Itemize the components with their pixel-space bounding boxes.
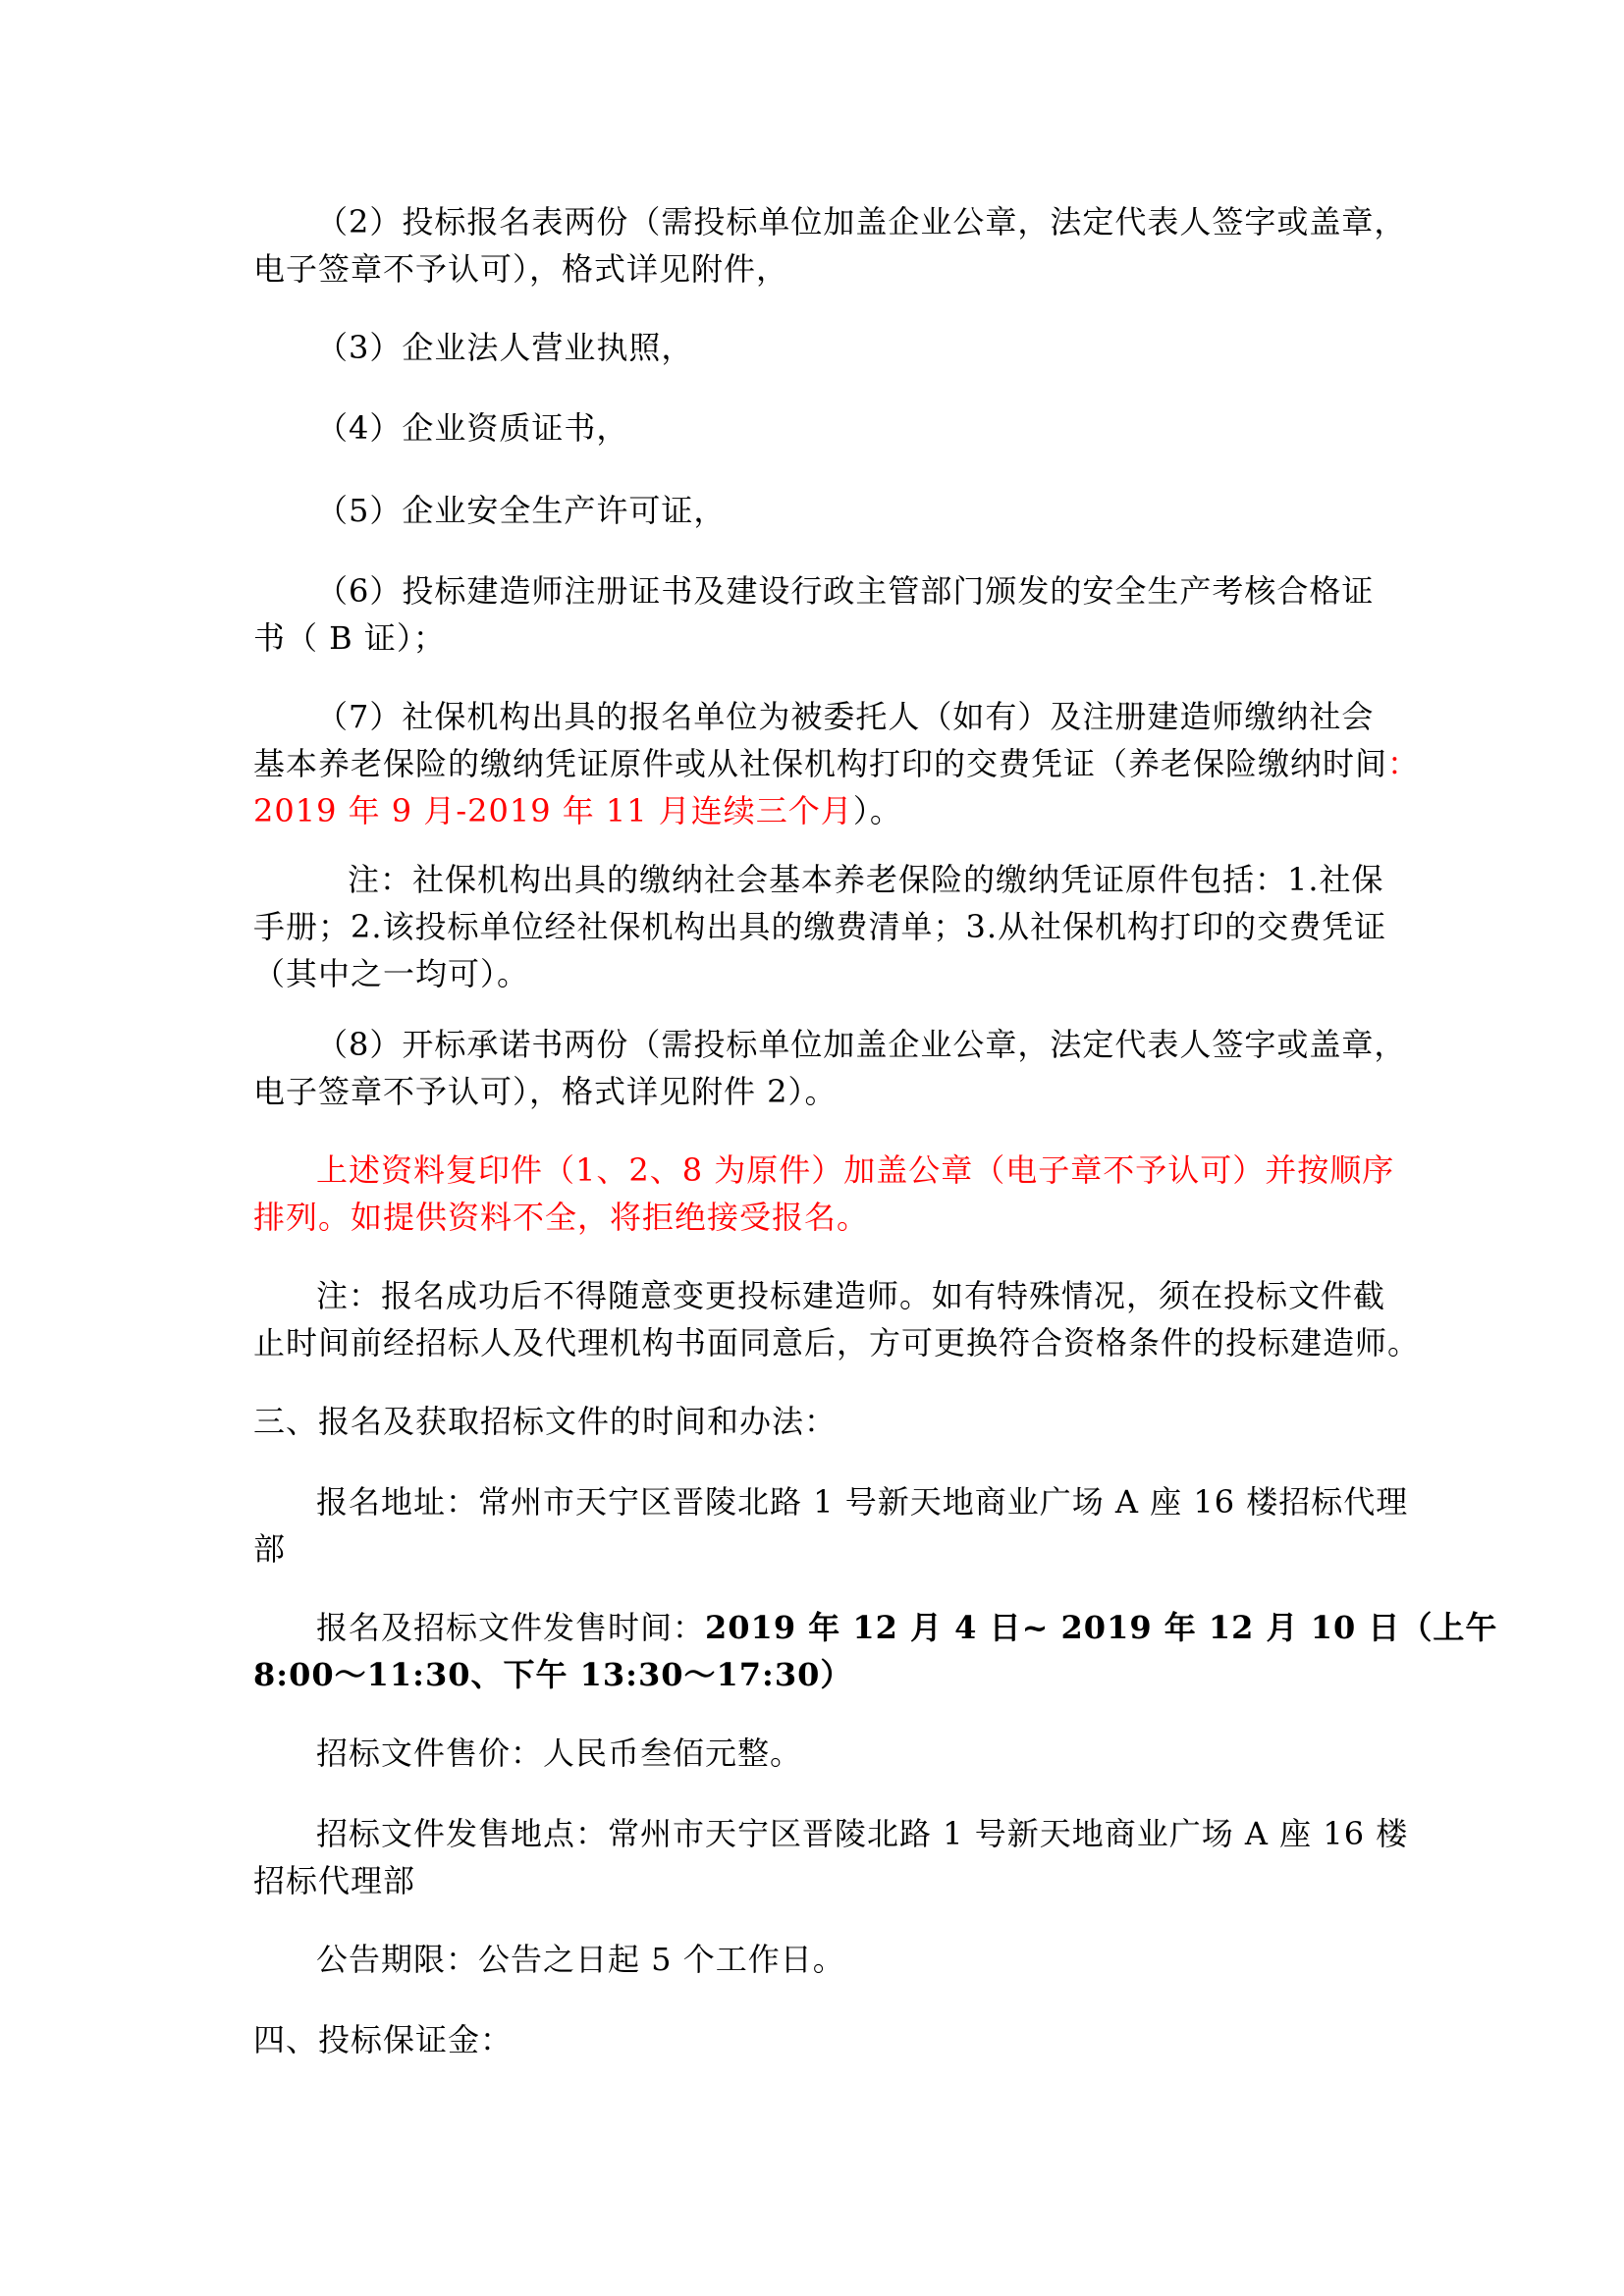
item-4-text: （4）企业资质证书，	[316, 409, 629, 447]
item-6-line-2: 书（ B 证）；	[253, 619, 446, 657]
item-8-line-1: （8）开标承诺书两份（需投标单位加盖企业公章，法定代表人签字或盖章，	[316, 1026, 1407, 1063]
item-2-line-1: （2）投标报名表两份（需投标单位加盖企业公章，法定代表人签字或盖章，	[316, 203, 1407, 240]
section-4-heading	[253, 2016, 1392, 2063]
address-line-2: 部	[253, 1530, 287, 1568]
red-notice-line-2: 排列。如提供资料不全，将拒绝接受报名。	[253, 1199, 870, 1236]
notice-period-text: 公告期限：公告之日起 5 个工作日。	[316, 1941, 845, 1978]
note-1-line-2: 手册；2.该投标单位经社保机构出具的缴费清单；3.从社保机构打印的交费凭证	[253, 908, 1387, 945]
note-1-line-3: （其中之一均可）。	[253, 955, 530, 992]
item-7-line-3	[253, 787, 1392, 834]
notice-period	[253, 1936, 1392, 1983]
address-line-1: 报名地址：常州市天宁区晋陵北路 1 号新天地商业广场 A 座 16 楼招标代理	[316, 1483, 1409, 1521]
item-7-line-2-red-colon: ：	[1387, 745, 1421, 782]
item-8-bid-opening-commitment	[253, 1021, 1407, 1115]
item-8-line-2: 电子签章不予认可），格式详见附件 2）。	[253, 1073, 838, 1110]
sale-place-line-1: 招标文件发售地点：常州市天宁区晋陵北路 1 号新天地商业广场 A 座 16 楼	[316, 1815, 1409, 1852]
sale-place	[253, 1810, 1409, 1904]
note-social-security-proof	[253, 856, 1392, 997]
item-2-line-2: 电子签章不予认可），格式详见附件，	[253, 250, 789, 288]
item-7-line-3-end: ）。	[852, 792, 902, 829]
red-notice-copies	[253, 1147, 1395, 1241]
item-7-line-2-text: 基本养老保险的缴纳凭证原件或从社保机构打印的交费凭证（养老保险缴纳时间	[253, 745, 1388, 782]
sale-time-label: 报名及招标文件发售时间：	[316, 1609, 706, 1646]
item-3-business-license	[253, 324, 1392, 371]
item-5-safety-license	[253, 487, 1392, 534]
note-constructor-change	[253, 1272, 1421, 1366]
item-7-line-2	[253, 740, 1421, 787]
sale-time-line-1	[253, 1604, 1498, 1651]
document-price	[253, 1730, 1392, 1777]
item-6-constructor-certificate	[253, 567, 1392, 662]
section-4-heading-text: 四、投标保证金：	[253, 2021, 514, 2058]
item-6-line-1: （6）投标建造师注册证书及建设行政主管部门颁发的安全生产考核合格证	[316, 572, 1375, 610]
sale-place-line-2: 招标代理部	[253, 1862, 416, 1899]
section-3-heading-text: 三、报名及获取招标文件的时间和办法：	[253, 1403, 838, 1440]
sale-time	[253, 1604, 1498, 1698]
item-7-social-security	[253, 693, 1421, 834]
sale-time-line-2: 8:00～11:30、下午 13:30～17:30）	[253, 1656, 853, 1693]
item-2-registration-form	[253, 198, 1407, 293]
red-notice-line-1: 上述资料复印件（1、2、8 为原件）加盖公章（电子章不予认可）并按顺序	[316, 1151, 1395, 1189]
item-4-qualification-certificate	[253, 404, 1392, 452]
item-3-text: （3）企业法人营业执照，	[316, 329, 694, 366]
note-2-line-2: 止时间前经招标人及代理机构书面同意后，方可更换符合资格条件的投标建造师。	[253, 1324, 1421, 1362]
note-2-line-1: 注：报名成功后不得随意变更投标建造师。如有特殊情况，须在投标文件截	[316, 1277, 1386, 1314]
price-text: 招标文件售价：人民币叁佰元整。	[316, 1735, 803, 1772]
item-7-payment-period: 2019 年 9 月-2019 年 11 月连续三个月	[253, 792, 853, 829]
note-1-line-1: 注：社保机构出具的缴纳社会基本养老保险的缴纳凭证原件包括：1.社保	[348, 861, 1384, 898]
item-7-line-1: （7）社保机构出具的报名单位为被委托人（如有）及注册建造师缴纳社会	[316, 698, 1375, 735]
section-3-heading	[253, 1398, 1392, 1445]
sale-time-date-range: 2019 年 12 月 4 日~ 2019 年 12 月 10 日（上午	[705, 1609, 1498, 1646]
registration-address	[253, 1478, 1409, 1573]
item-5-text: （5）企业安全生产许可证，	[316, 492, 727, 529]
